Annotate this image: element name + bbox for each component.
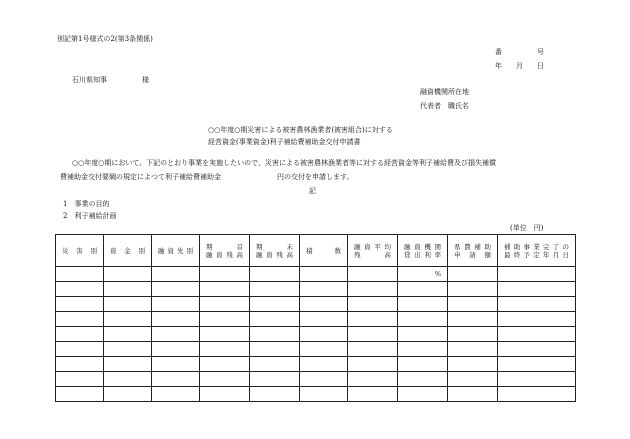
table-cell[interactable]	[398, 327, 448, 342]
table-cell[interactable]	[398, 372, 448, 387]
table-cell[interactable]	[250, 342, 300, 357]
table-cell[interactable]	[104, 312, 152, 327]
table-cell[interactable]	[250, 297, 300, 312]
table-row	[56, 372, 576, 387]
table-cell[interactable]	[152, 312, 200, 327]
addressee: 石川県知事 様	[72, 76, 149, 84]
table-cell[interactable]	[398, 387, 448, 402]
table-cell[interactable]	[104, 357, 152, 372]
table-cell[interactable]	[152, 267, 200, 282]
title-line-2: 経営資金(事業資金)利子補給費補助金交付申請書	[208, 138, 361, 146]
form-number: 別記第1号様式の2(第3条関係)	[57, 35, 153, 43]
table-cell[interactable]	[200, 282, 250, 297]
col-product-sum: 積 数	[300, 235, 348, 267]
table-cell[interactable]	[448, 297, 498, 312]
table-cell[interactable]	[104, 342, 152, 357]
table-cell[interactable]	[250, 357, 300, 372]
table-cell[interactable]	[104, 267, 152, 282]
table-cell[interactable]	[56, 327, 104, 342]
table-cell[interactable]	[348, 327, 398, 342]
table-row	[56, 357, 576, 372]
table-cell[interactable]	[152, 327, 200, 342]
col-average-balance: 融資平均 残 高	[348, 235, 398, 267]
table-cell[interactable]	[448, 327, 498, 342]
table-header-row	[56, 235, 576, 267]
table-cell[interactable]	[348, 267, 398, 282]
table-cell[interactable]	[348, 342, 398, 357]
table-cell[interactable]	[152, 372, 200, 387]
table-cell[interactable]	[300, 387, 348, 402]
table-cell[interactable]	[300, 357, 348, 372]
table-cell[interactable]	[300, 342, 348, 357]
table-cell[interactable]	[300, 312, 348, 327]
table-cell[interactable]	[152, 387, 200, 402]
table-cell[interactable]	[348, 357, 398, 372]
institution-address: 融資機関所在地	[420, 88, 469, 96]
table-cell[interactable]	[152, 282, 200, 297]
table-cell[interactable]	[348, 312, 398, 327]
table-cell[interactable]	[348, 282, 398, 297]
col-lending-rate: 融資機関 貸出利率	[398, 235, 448, 267]
table-cell[interactable]	[498, 282, 576, 297]
table-cell[interactable]	[200, 267, 250, 282]
body-line-1: ○○年度○期において、下記のとおり事業を実施したいので、災害による被害農林漁業者等に対する経営資金等利子補給費及び損失補償	[72, 159, 497, 167]
table-cell[interactable]	[398, 297, 448, 312]
table-cell[interactable]	[200, 387, 250, 402]
table-cell[interactable]	[200, 357, 250, 372]
col-completion-date: 補助事業完了の 最終予定年月日	[498, 235, 576, 267]
table-cell[interactable]	[250, 312, 300, 327]
table-cell[interactable]	[498, 342, 576, 357]
ki-label: 記	[309, 187, 316, 195]
table-cell[interactable]	[348, 372, 398, 387]
table-cell[interactable]	[448, 312, 498, 327]
table-cell[interactable]	[498, 327, 576, 342]
table-cell[interactable]	[448, 357, 498, 372]
table-cell[interactable]	[348, 297, 398, 312]
table-cell[interactable]	[398, 357, 448, 372]
table-cell[interactable]	[498, 357, 576, 372]
table-row	[56, 327, 576, 342]
table-cell[interactable]	[300, 282, 348, 297]
table-cell[interactable]	[498, 312, 576, 327]
table-cell[interactable]	[200, 342, 250, 357]
percent-cell[interactable]: %	[398, 267, 448, 282]
table-row	[56, 342, 576, 357]
table-cell[interactable]	[56, 297, 104, 312]
item-2: 2 利子補給計画	[63, 212, 117, 220]
table-cell[interactable]	[56, 282, 104, 297]
table-cell[interactable]	[300, 297, 348, 312]
unit-label: (単位 円)	[510, 224, 544, 232]
table-cell[interactable]	[498, 387, 576, 402]
table-cell[interactable]	[104, 372, 152, 387]
col-borrower: 融資先別	[152, 235, 200, 267]
table-cell[interactable]	[104, 297, 152, 312]
representative: 代表者 職氏名	[420, 102, 469, 110]
table-cell[interactable]	[250, 372, 300, 387]
interest-plan-table	[55, 234, 576, 402]
col-closing-balance: 期 末 融資残高	[250, 235, 300, 267]
table-cell[interactable]	[152, 297, 200, 312]
table-cell[interactable]	[300, 267, 348, 282]
table-cell[interactable]	[152, 342, 200, 357]
table-cell[interactable]	[398, 342, 448, 357]
body-line-2: 費補助金交付要綱の規定によつて利子補給費補助金 円の交付を申請します。	[60, 173, 354, 181]
table-cell[interactable]	[56, 312, 104, 327]
table-cell[interactable]	[498, 267, 576, 282]
table-cell[interactable]	[448, 267, 498, 282]
table-cell[interactable]	[200, 297, 250, 312]
table-cell[interactable]	[250, 327, 300, 342]
item-1: 1 事業の目的	[63, 200, 110, 208]
table-cell[interactable]	[56, 372, 104, 387]
table-cell[interactable]	[56, 387, 104, 402]
table-cell[interactable]	[56, 267, 104, 282]
table-cell[interactable]	[398, 282, 448, 297]
table-cell[interactable]	[300, 327, 348, 342]
title-line-1: ○○年度○期災害による被害農林漁業者(被害組合)に対する	[208, 126, 393, 134]
table-cell[interactable]	[448, 387, 498, 402]
table-cell[interactable]	[300, 372, 348, 387]
table-row	[56, 282, 576, 297]
col-disaster: 災 害 別	[56, 235, 104, 267]
col-subsidy-amount: 県費補助 申 請 額	[448, 235, 498, 267]
table-cell[interactable]	[250, 387, 300, 402]
col-fund: 資 金 別	[104, 235, 152, 267]
date-label: 年 月 日	[495, 62, 544, 70]
table-row	[56, 297, 576, 312]
table-cell[interactable]	[200, 312, 250, 327]
table-cell[interactable]	[56, 357, 104, 372]
table-cell[interactable]	[448, 282, 498, 297]
table-cell[interactable]	[104, 327, 152, 342]
table-cell[interactable]	[250, 267, 300, 282]
number-label: 番 号	[495, 48, 544, 56]
table-row	[56, 387, 576, 402]
table-cell[interactable]	[448, 342, 498, 357]
table-cell[interactable]	[348, 387, 398, 402]
table-row	[56, 312, 576, 327]
table-cell[interactable]	[152, 357, 200, 372]
table-cell[interactable]	[498, 297, 576, 312]
table-row	[56, 267, 576, 282]
table-cell[interactable]	[104, 282, 152, 297]
table-cell[interactable]	[200, 327, 250, 342]
table-cell[interactable]	[200, 372, 250, 387]
table-cell[interactable]	[104, 387, 152, 402]
table-cell[interactable]	[56, 342, 104, 357]
table-cell[interactable]	[398, 312, 448, 327]
table-cell[interactable]	[250, 282, 300, 297]
table-cell[interactable]	[448, 372, 498, 387]
col-opening-balance: 期 首 融資残高	[200, 235, 250, 267]
table-cell[interactable]	[498, 372, 576, 387]
